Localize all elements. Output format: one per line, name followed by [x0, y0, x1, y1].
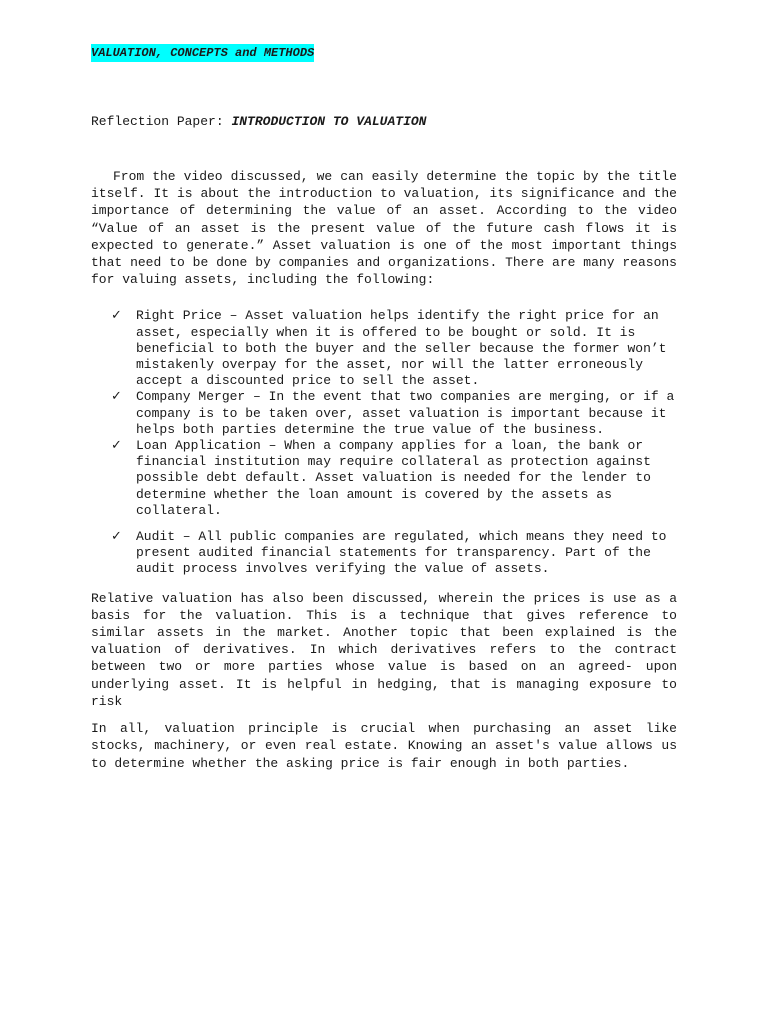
relative-valuation-paragraph: Relative valuation has also been discussed, wherein the prices is use as a basis for the valuation. This is a technique that gives reference to similar assets in the market. Another topic that been explained is the valuation of derivatives. In which derivatives refers to the contract between two or more parties whose value is based on an agreed- upon underlying asset. It is helpful in hedging, that is managing exposure to risk [91, 590, 677, 709]
reasons-list [91, 308, 677, 577]
document-subtitle [91, 114, 677, 130]
list-item-text: Company Merger – In the event that two companies are merging, or if a company is to be taken over, asset valuation is important because it helps both parties determine the true value of the business. [136, 389, 675, 437]
conclusion-paragraph: In all, valuation principle is crucial when purchasing an asset like stocks, machinery, or even real estate. Knowing an asset's value allows us to determine whether the asking price is fair enough in both parties. [91, 721, 677, 771]
check-icon: ✓ [111, 308, 122, 324]
subtitle-emphasis: INTRODUCTION TO VALUATION [231, 114, 427, 129]
list-item [91, 438, 677, 519]
check-icon: ✓ [111, 529, 122, 545]
list-item [91, 389, 677, 438]
check-icon: ✓ [111, 438, 122, 454]
list-item-text: Right Price – Asset valuation helps identify the right price for an asset, especially when it is offered to be bought or sold. It is beneficial to both the buyer and the seller because the former won’t mistakenly overpay for the asset, nor will the latter erroneously accept a discounted price to sell the asset. [136, 308, 667, 389]
list-item-text: Audit – All public companies are regulated, which means they need to present audited financial statements for transparency. Part of the audit process involves verifying the value of assets. [136, 529, 667, 577]
check-icon: ✓ [111, 389, 122, 405]
subtitle-prefix: Reflection Paper: [91, 114, 232, 129]
list-item-text: Loan Application – When a company applies for a loan, the bank or financial institution may require collateral as protection against possible debt default. Asset valuation is needed for the lender to determine whether the loan amount is covered by the assets as collateral. [136, 438, 651, 518]
list-item [91, 308, 677, 389]
document-heading: VALUATION, CONCEPTS and METHODS [91, 46, 315, 60]
intro-paragraph: From the video discussed, we can easily determine the topic by the title itself. It is about the introduction to valuation, its significance and the importance of determining the value of an asset. According to the video “Value of an asset is the present value of the future cash flows it is expected to generate.” Asset valuation is one of the most important things that need to be done by companies and organizations. There are many reasons for valuing assets, including the following: [91, 169, 677, 288]
document-page [91, 44, 677, 772]
list-item [91, 529, 677, 578]
